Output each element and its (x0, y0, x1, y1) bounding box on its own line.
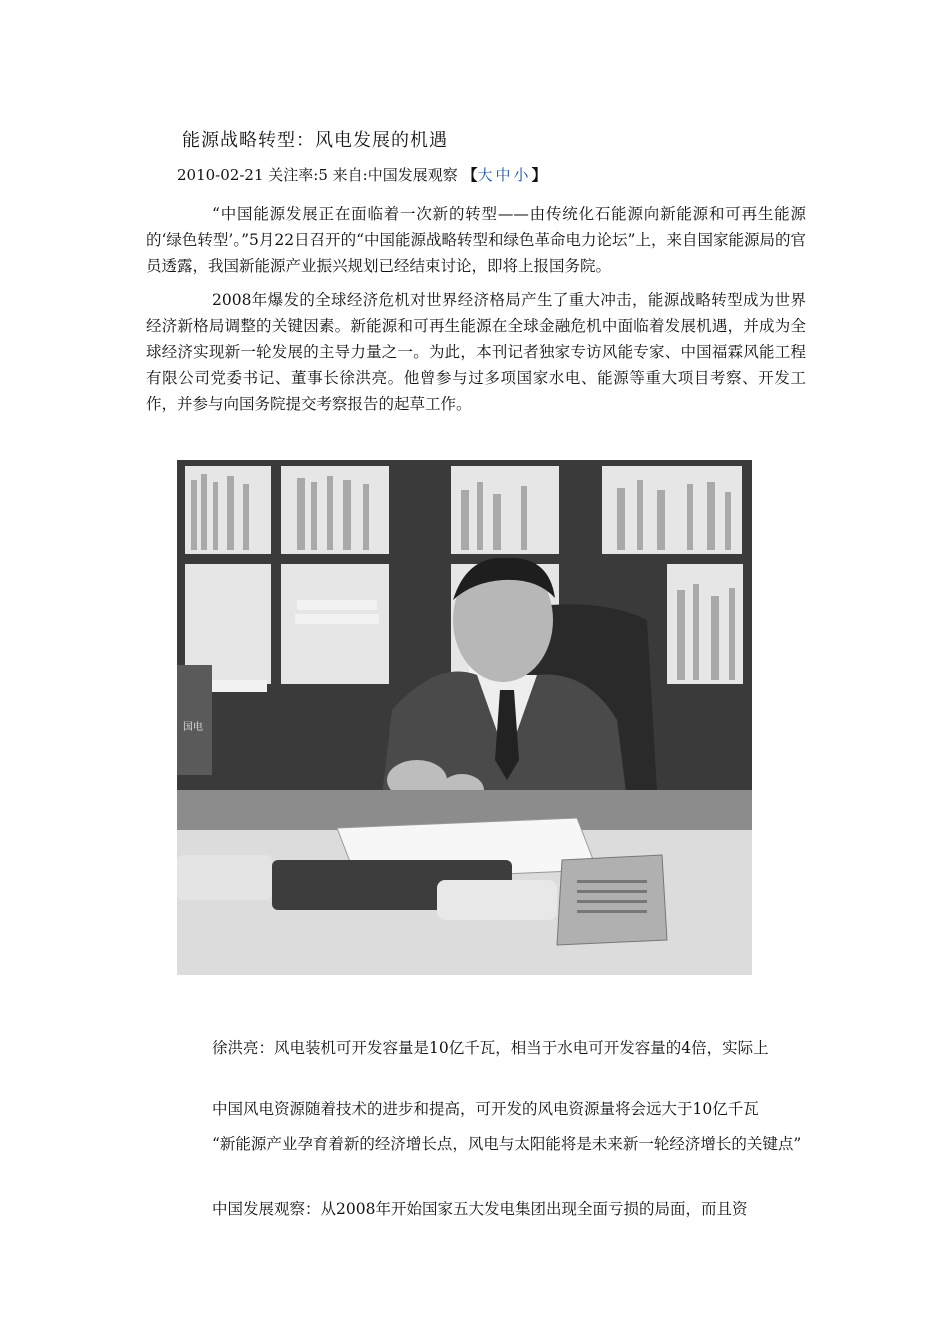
article-title: 能源战略转型：风电发展的机遇 (182, 130, 448, 151)
flag-text: 国电 (183, 722, 203, 733)
paragraph-question: 中国发展观察：从2008年开始国家五大发电集团出现全面亏损的局面，而且资 (212, 1200, 748, 1218)
paragraph-background: 2008年爆发的全球经济危机对世界经济格局产生了重大冲击，能源战略转型成为世界经济新格局调整的关键因素。新能源和可再生能源在全球金融危机中面临着发展机遇，并成为全球经济实现新一轮发展的主导力量之一。为此，本刊记者独家专访风能专家、中国福霖风能工程有限公司党委书记、董事长徐洪亮。他曾参与过多项国家水电、能源等重大项目考察、开发工作，并参与向国务院提交考察报告的起草工作。 (146, 291, 806, 413)
paragraph-resources: 中国风电资源随着技术的进步和提高，可开发的风电资源量将会远大于10亿千瓦 (212, 1100, 759, 1118)
font-size-small-link[interactable]: 小 (513, 166, 532, 184)
font-size-selector: 【大中小】 (462, 166, 547, 184)
attention-rate: 关注率:5 (268, 166, 328, 184)
paragraph-answer: 徐洪亮：风电装机可开发容量是10亿千瓦，相当于水电可开发容量的4倍，实际上 (212, 1039, 769, 1057)
article-source: 来自:中国发展观察 (332, 166, 458, 184)
paragraph-quote: “新能源产业孕育着新的经济增长点，风电与太阳能将是未来新一轮经济增长的关键点” (212, 1135, 802, 1153)
interview-photo (177, 460, 752, 975)
font-size-large-link[interactable]: 大 (477, 166, 496, 184)
paragraph-intro: “中国能源发展正在面临着一次新的转型——由传统化石能源向新能源和可再生能源的‘绿色转型’。”5月22日召开的“中国能源战略转型和绿色革命电力论坛”上，来自国家能源局的官员透露，我国新能源产业振兴规划已经结束讨论，即将上报国务院。 (146, 205, 806, 275)
article-meta (177, 164, 547, 185)
font-size-medium-link[interactable]: 中 (495, 166, 514, 184)
article-date: 2010-02-21 (177, 166, 264, 184)
